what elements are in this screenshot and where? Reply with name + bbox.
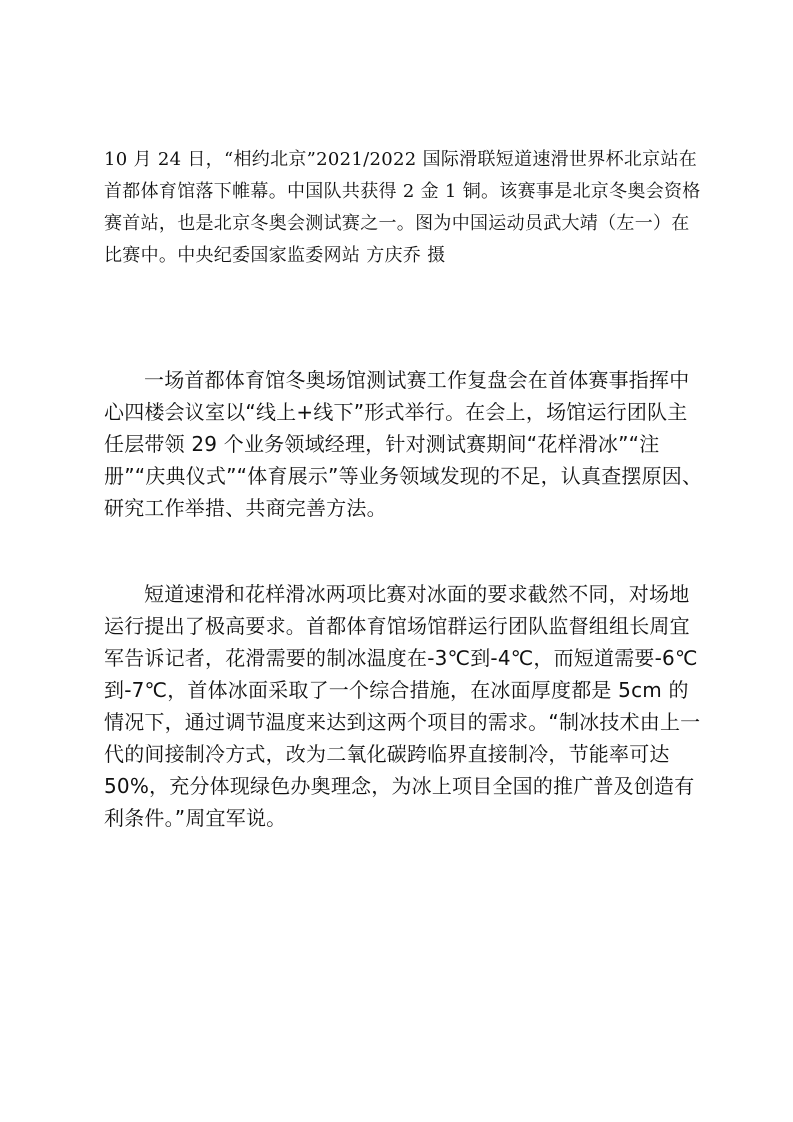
paragraph-1: 一场首都体育馆冬奥场馆测试赛工作复盘会在首体赛事指挥中心四楼会议室以“线上+线下”形式举行。在会上，场馆运行团队主任层带领 29 个业务领域经理，针对测试赛期间“花样滑冰”“注册”“庆典仪式”“体育展示”等业务领域发现的不足，认真查摆原因、研究工作举措、共商完善方法。 [104, 368, 703, 520]
paragraph-2: 短道速滑和花样滑冰两项比赛对冰面的要求截然不同，对场地运行提出了极高要求。首都体育馆场馆群运行团队监督组组长周宜军告诉记者，花滑需要的制冰温度在-3℃到-4℃，而短道需要-6℃到-7℃，首体冰面采取了一个综合措施，在冰面厚度都是 5cm 的情况下，通过调节温度来达到这两个项目的需求。“制冰技术由上一代的间接制冷方式，改为二氧化碳跨临界直接制冷，节能率可达 50%，充分体现绿色办奥理念，为冰上项目全国的推广普及创造有利条件。”周宜军说。 [104, 582, 701, 830]
photo-caption: 10 月 24 日，“相约北京”2021/2022 国际滑联短道速滑世界杯北京站在首都体育馆落下帷幕。中国队共获得 2 金 1 铜。该赛事是北京冬奥会资格赛首站，也是北京冬奥会测试赛之一。图为中国运动员武大靖（左一）在比赛中。中央纪委国家监委网站 方庆乔 摄 [104, 149, 701, 266]
